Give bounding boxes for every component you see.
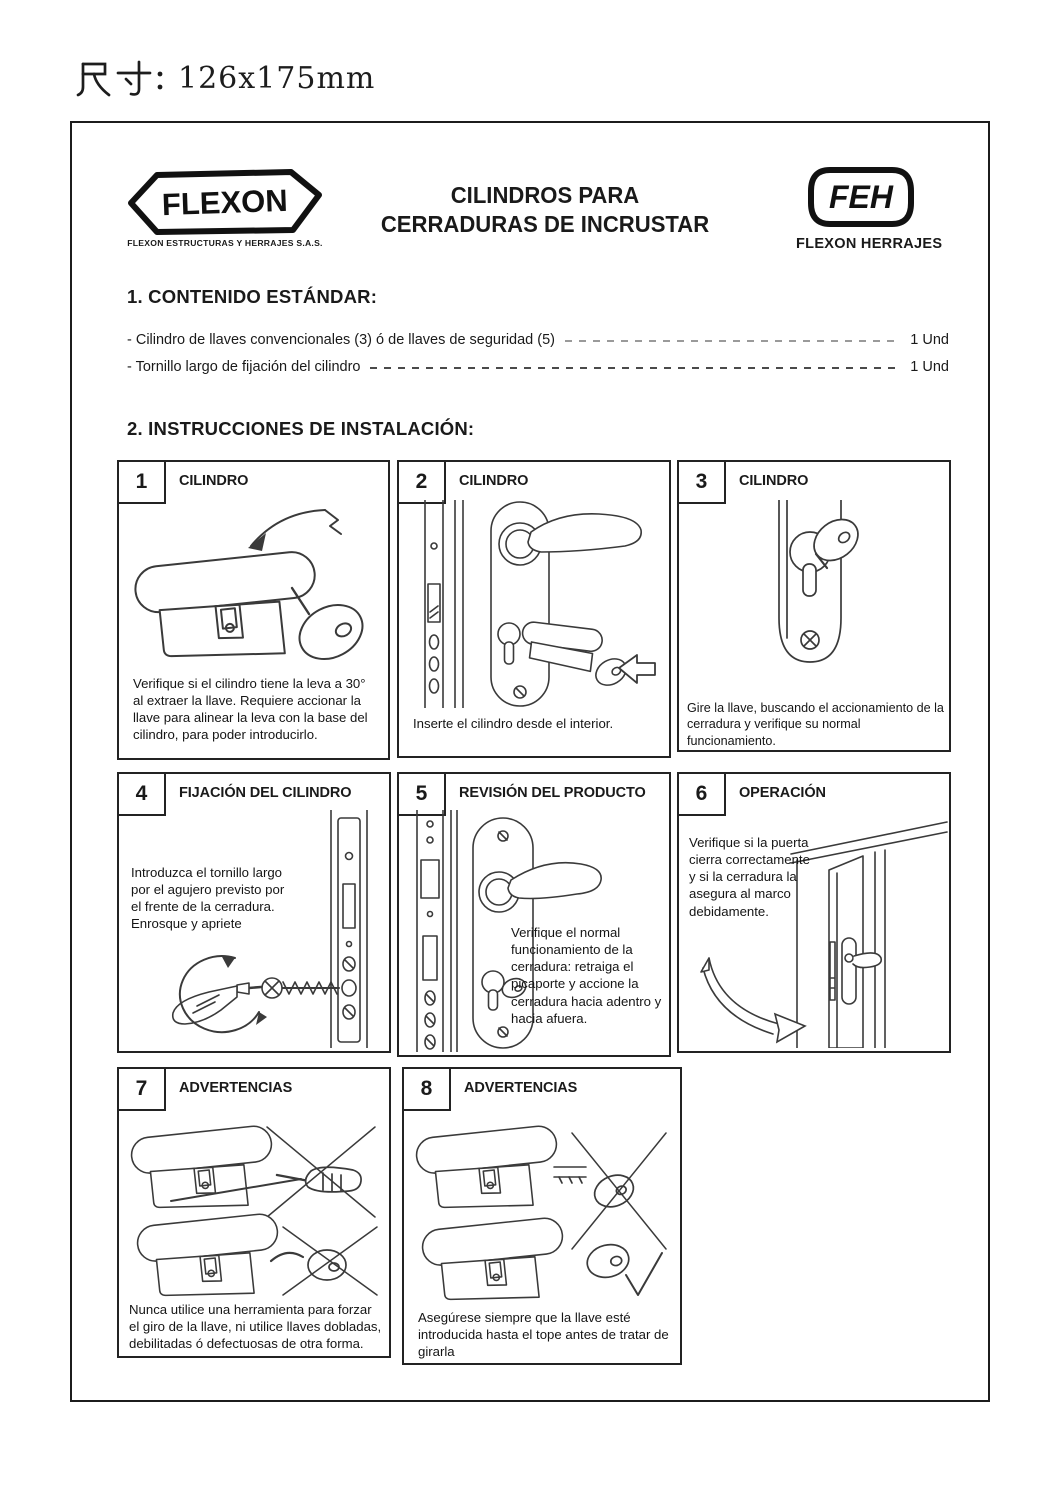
step-3-number: 3	[677, 460, 726, 504]
content-item-2-label: - Tornillo largo de fijación del cilindro	[127, 359, 361, 375]
dashed-leader	[370, 367, 900, 369]
content-item-1	[127, 323, 949, 350]
step-3-title: CILINDRO	[739, 473, 809, 489]
document-sheet	[70, 121, 990, 1402]
step-box-4	[117, 772, 391, 1053]
turn-key-illustration	[679, 500, 949, 696]
step-box-5	[397, 772, 671, 1057]
content-item-1-label: - Cilindro de llaves convencionales (3) ó de llaves de seguridad (5)	[127, 332, 555, 348]
title-line-2: CERRADURAS DE INCRUSTAR	[380, 210, 710, 237]
size-value: 126x175mm	[178, 60, 376, 96]
content-item-2-qty: 1 Und	[910, 359, 949, 375]
feh-logo-icon	[806, 165, 916, 229]
step-6-number: 6	[677, 772, 726, 816]
cjk-chars-chicun-icon	[74, 56, 166, 100]
step-8-caption: Asegúrese siempre que la llave esté introducida hasta el tope antes de tratar de girarla	[418, 1310, 669, 1360]
flexon-logo-block	[118, 169, 332, 248]
step-5-number: 5	[397, 772, 446, 816]
step-5-caption: Verifique el normal funcionamiento de la cerradura: retraiga el picaporte y accione la cerradura hacia adentro y hacia afuera.	[511, 925, 662, 1026]
step-2-caption: Inserte el cilindro desde el interior.	[413, 716, 614, 731]
arrowhead	[248, 533, 266, 551]
page-title	[358, 181, 732, 239]
svg-text:FLEXON: FLEXON	[161, 182, 289, 223]
step-6-caption: Verifique si la puerta cierra correctamente y si la cerradura la asegura al marco debidamente.	[689, 835, 810, 919]
step-3-caption: Gire la llave, buscando el accionamiento de la cerradura y verifique su normal funcionamiento.	[687, 701, 944, 748]
step-1-title: CILINDRO	[179, 473, 249, 489]
cylinder-key-illustration	[119, 504, 388, 672]
step-box-7	[117, 1067, 391, 1358]
step-4-number: 4	[117, 772, 166, 816]
step-4-caption: Introduzca el tornillo largo por el agujero previsto por el frente de la cerradura. Enrosque y apriete	[131, 865, 285, 932]
step-box-2	[397, 460, 671, 758]
feh-sub-label: FLEXON HERRAJES	[796, 236, 943, 252]
step-2-number: 2	[397, 460, 446, 504]
svg-text:FEH: FEH	[829, 179, 893, 215]
insert-cylinder-illustration	[409, 500, 659, 708]
step-box-8	[402, 1067, 682, 1365]
step-7-title: ADVERTENCIAS	[179, 1080, 293, 1096]
content-item-1-qty: 1 Und	[910, 332, 949, 348]
warning-key-illustration	[404, 1109, 680, 1301]
title-line-1: CILINDROS PARA	[450, 182, 640, 208]
flexon-sub-label: FLEXON ESTRUCTURAS Y HERRAJES S.A.S.	[127, 238, 323, 248]
content-list	[127, 323, 949, 377]
step-box-3	[677, 460, 951, 752]
step-8-title: ADVERTENCIAS	[464, 1080, 578, 1096]
content-item-2	[127, 350, 949, 377]
step-box-1	[117, 460, 390, 760]
dashed-leader	[565, 340, 900, 342]
section2-heading: 2. INSTRUCCIONES DE INSTALACIÓN:	[127, 418, 475, 439]
step-7-caption: Nunca utilice una herramienta para forzar el giro de la llave, ni utilice llaves dobladas, debilitadas ó defectuosas de otra forma.	[129, 1302, 382, 1352]
step-5-title: REVISIÓN DEL PRODUCTO	[459, 785, 646, 801]
feh-logo-block	[796, 165, 943, 252]
section1-heading: 1. CONTENIDO ESTÁNDAR:	[127, 286, 378, 307]
size-label	[74, 56, 375, 100]
step-8-number: 8	[402, 1067, 451, 1111]
step-2-title: CILINDRO	[459, 473, 529, 489]
step-4-title: FIJACIÓN DEL CILINDRO	[179, 785, 352, 801]
step-7-number: 7	[117, 1067, 166, 1111]
warning-tools-illustration	[119, 1109, 389, 1297]
step-1-caption: Verifique si el cilindro tiene la leva a 30° al extraer la llave. Requiere accionar la llave para alinear la leva con la base del cilindro, para poder introducirlo.	[133, 676, 368, 743]
step-1-number: 1	[117, 460, 166, 504]
flexon-logo-icon	[127, 169, 323, 235]
step-6-title: OPERACIÓN	[739, 785, 826, 801]
step-box-6	[677, 772, 951, 1053]
